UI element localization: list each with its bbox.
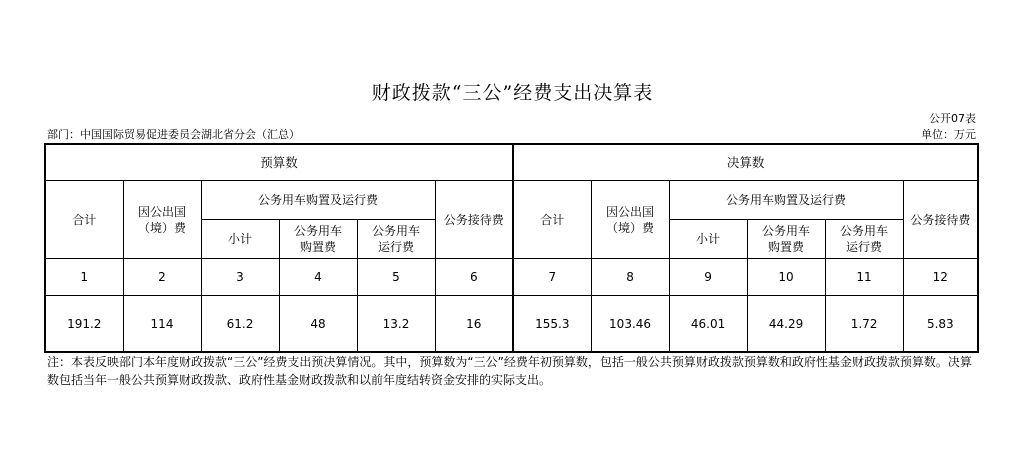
budget-abroad-value: 114 [123,296,201,353]
budget-purchase-header-line2: 购置费 [299,240,336,254]
group-header-row [45,144,978,181]
index-cell: 9 [669,259,747,296]
department-label: 部门：中国国际贸易促进委员会湖北省分会（汇总） [47,128,300,141]
actual-total-header: 合计 [513,181,591,259]
budget-subtotal-header: 小计 [201,220,279,259]
actual-vehicle-subtotal-value: 46.01 [669,296,747,353]
budget-abroad-header-line2: （境）费 [137,220,186,235]
index-cell: 6 [435,259,513,296]
budget-abroad-header-line1: 因公出国 [137,204,186,219]
index-cell: 12 [903,259,978,296]
actual-operation-header-line1: 公务用车 [840,224,889,238]
budget-vehicle-purchase-value: 48 [279,296,357,353]
budget-operation-header-line2: 运行费 [377,240,414,254]
index-cell: 2 [123,259,201,296]
actual-subtotal-header: 小计 [669,220,747,259]
actual-reception-header: 公务接待费 [903,181,978,259]
actual-operation-header [825,220,903,259]
index-cell: 4 [279,259,357,296]
actual-purchase-header-line1: 公务用车 [762,224,811,238]
index-cell: 10 [747,259,825,296]
three-public-expense-table [44,143,979,353]
actual-total-value: 155.3 [513,296,591,353]
index-cell: 5 [357,259,435,296]
index-cell: 1 [45,259,123,296]
budget-vehicle-subtotal-value: 61.2 [201,296,279,353]
budget-purchase-header-line1: 公务用车 [293,224,342,238]
budget-vehicle-operation-value: 13.2 [357,296,435,353]
actual-abroad-value: 103.46 [591,296,669,353]
actual-vehicle-purchase-value: 44.29 [747,296,825,353]
actual-vehicle-group-header: 公务用车购置及运行费 [669,181,903,220]
budget-reception-header: 公务接待费 [435,181,513,259]
actual-vehicle-operation-value: 1.72 [825,296,903,353]
index-cell: 8 [591,259,669,296]
actual-purchase-header [747,220,825,259]
actual-group-header: 决算数 [513,144,978,181]
report-title: 财政拨款“三公”经费支出决算表 [371,82,654,104]
actual-abroad-header-line2: （境）费 [606,220,655,235]
budget-abroad-header [123,181,201,259]
column-index-row [45,259,978,296]
actual-abroad-header-line1: 因公出国 [606,204,655,219]
value-row [45,296,978,353]
budget-group-header: 预算数 [45,144,513,181]
footnote: 注：本表反映部门本年度财政拨款“三公”经费支出预决算情况。其中，预算数为“三公”经费年初预算数，包括一般公共预算财政拨款预算数和政府性基金财政拨款预算数。决算数包括当年一般公共预算财政拨款、政府性基金财政拨款和以前年度结转资金安排的实际支出。 [47,355,972,387]
budget-purchase-header [279,220,357,259]
index-cell: 7 [513,259,591,296]
column-header-row [45,181,978,220]
unit-label: 单位：万元 [921,128,976,141]
index-cell: 11 [825,259,903,296]
actual-operation-header-line2: 运行费 [846,240,883,254]
budget-vehicle-group-header: 公务用车购置及运行费 [201,181,435,220]
actual-purchase-header-line2: 购置费 [768,240,805,254]
budget-total-value: 191.2 [45,296,123,353]
actual-abroad-header [591,181,669,259]
budget-operation-header [357,220,435,259]
budget-total-header: 合计 [45,181,123,259]
budget-operation-header-line1: 公务用车 [371,224,420,238]
budget-reception-value: 16 [435,296,513,353]
actual-reception-value: 5.83 [903,296,978,353]
index-cell: 3 [201,259,279,296]
form-code: 公开07表 [929,112,976,125]
